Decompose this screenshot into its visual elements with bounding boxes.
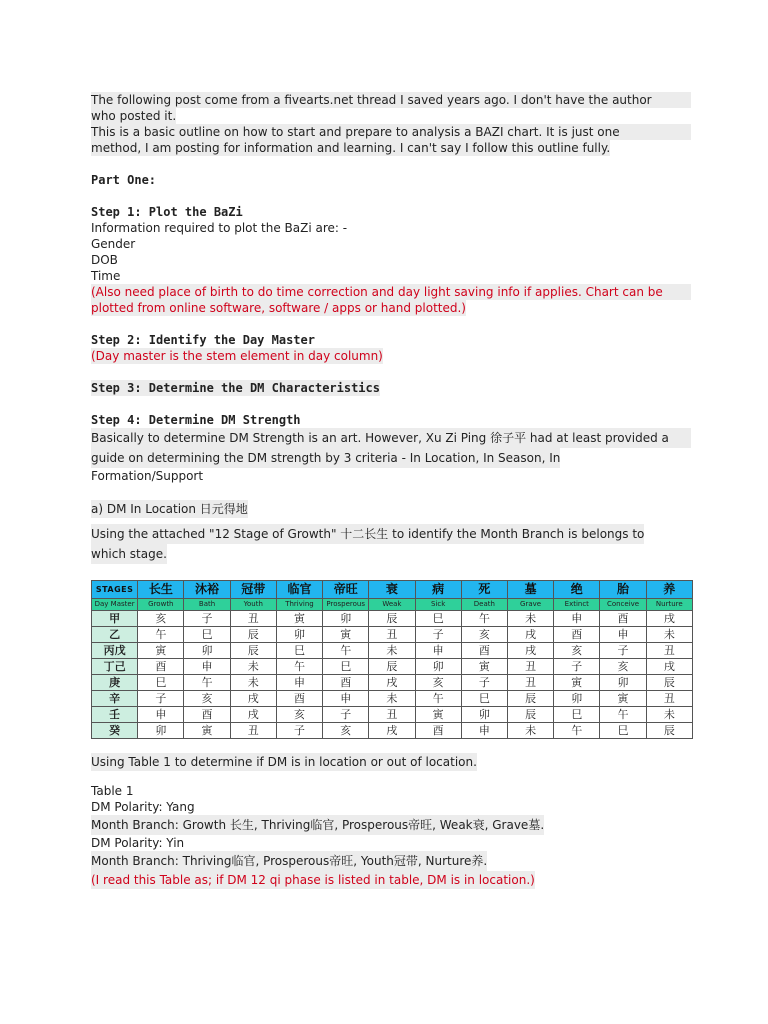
step4-para-line-3: Formation/Support bbox=[91, 469, 204, 483]
section-a-para-line-1: Using the attached "12 Stage of Growth" 十二长生 to identify the Month Branch is belongs to bbox=[91, 524, 644, 544]
table-cell: 申 bbox=[554, 611, 600, 627]
header-cell: Death bbox=[461, 599, 507, 611]
table-cell: 辰 bbox=[369, 659, 415, 675]
table-cell: 亥 bbox=[600, 659, 646, 675]
header-cell: Nurture bbox=[646, 599, 692, 611]
stem-cell: 辛 bbox=[92, 691, 138, 707]
table-cell: 巳 bbox=[461, 691, 507, 707]
header-cell: Day Master bbox=[92, 599, 138, 611]
table-cell: 未 bbox=[646, 707, 692, 723]
stem-cell: 丙戊 bbox=[92, 643, 138, 659]
header-cell: 胎 bbox=[600, 581, 646, 599]
step2-note: (Day master is the stem element in day column) bbox=[91, 349, 383, 363]
table-cell: 辰 bbox=[646, 723, 692, 739]
header-cell: Weak bbox=[369, 599, 415, 611]
step1-info: Information required to plot the BaZi are: - bbox=[91, 221, 348, 235]
table-header-row-cn bbox=[92, 581, 693, 599]
section-a-heading: a) DM In Location 日元得地 bbox=[91, 502, 248, 516]
table-cell: 午 bbox=[138, 627, 184, 643]
table-cell: 子 bbox=[323, 707, 369, 723]
stem-cell: 甲 bbox=[92, 611, 138, 627]
table-cell: 子 bbox=[276, 723, 322, 739]
header-cell: Grave bbox=[507, 599, 553, 611]
table-cell: 卯 bbox=[184, 643, 230, 659]
table-cell: 亥 bbox=[461, 627, 507, 643]
table-cell: 卯 bbox=[554, 691, 600, 707]
table-row bbox=[92, 707, 693, 723]
table-row bbox=[92, 659, 693, 675]
table1-yin-branch: Month Branch: Thriving临官, Prosperous帝旺, Youth冠带, Nurture养. bbox=[91, 851, 487, 871]
table-cell: 辰 bbox=[230, 643, 276, 659]
table-cell: 申 bbox=[184, 659, 230, 675]
header-cell: 长生 bbox=[138, 581, 184, 599]
table-cell: 巳 bbox=[415, 611, 461, 627]
table-cell: 酉 bbox=[415, 723, 461, 739]
table-cell: 未 bbox=[507, 723, 553, 739]
table-cell: 酉 bbox=[276, 691, 322, 707]
table-cell: 寅 bbox=[184, 723, 230, 739]
stem-cell: 癸 bbox=[92, 723, 138, 739]
step4-para-line-2: guide on determining the DM strength by 3 criteria - In Location, In Season, In bbox=[91, 448, 560, 468]
header-cell: 衰 bbox=[369, 581, 415, 599]
table-cell: 酉 bbox=[138, 659, 184, 675]
table-cell: 申 bbox=[323, 691, 369, 707]
step3-heading: Step 3: Determine the DM Characteristics bbox=[91, 381, 380, 395]
table-row bbox=[92, 643, 693, 659]
table-cell: 丑 bbox=[507, 659, 553, 675]
table-cell: 寅 bbox=[323, 627, 369, 643]
table-cell: 未 bbox=[369, 691, 415, 707]
section-a-para-line-2: which stage. bbox=[91, 544, 167, 564]
table-cell: 戌 bbox=[369, 675, 415, 691]
table-cell: 寅 bbox=[554, 675, 600, 691]
table-cell: 辰 bbox=[230, 627, 276, 643]
table1-title: Table 1 bbox=[91, 784, 134, 798]
table-cell: 子 bbox=[184, 611, 230, 627]
intro-line-3: This is a basic outline on how to start and prepare to analysis a BAZI chart. It is just one bbox=[91, 124, 691, 140]
table-row bbox=[92, 611, 693, 627]
header-cell: 冠带 bbox=[230, 581, 276, 599]
table-cell: 丑 bbox=[369, 627, 415, 643]
stem-cell: 丁己 bbox=[92, 659, 138, 675]
header-cell: Growth bbox=[138, 599, 184, 611]
after-table-text: Using Table 1 to determine if DM is in location or out of location. bbox=[91, 755, 477, 769]
step1-note-line-2: plotted from online software, software / apps or hand plotted.) bbox=[91, 301, 466, 315]
table-cell: 巳 bbox=[276, 643, 322, 659]
table-cell: 午 bbox=[600, 707, 646, 723]
table-cell: 申 bbox=[600, 627, 646, 643]
step1-item-dob: DOB bbox=[91, 253, 118, 267]
table-cell: 戌 bbox=[646, 611, 692, 627]
table-cell: 戌 bbox=[230, 691, 276, 707]
document-body bbox=[91, 92, 691, 889]
table-cell: 午 bbox=[554, 723, 600, 739]
header-cell: STAGES bbox=[92, 581, 138, 599]
table-cell: 申 bbox=[415, 643, 461, 659]
stem-cell: 庚 bbox=[92, 675, 138, 691]
header-cell: 绝 bbox=[554, 581, 600, 599]
step1-note-line-1: (Also need place of birth to do time correction and day light saving info if applies. Chart can be bbox=[91, 284, 691, 300]
table-cell: 申 bbox=[276, 675, 322, 691]
table-cell: 巳 bbox=[184, 627, 230, 643]
table1-yin-label: DM Polarity: Yin bbox=[91, 836, 185, 850]
table-cell: 辰 bbox=[507, 707, 553, 723]
table-cell: 丑 bbox=[369, 707, 415, 723]
table-cell: 午 bbox=[276, 659, 322, 675]
header-cell: 病 bbox=[415, 581, 461, 599]
table-cell: 未 bbox=[230, 675, 276, 691]
table-cell: 酉 bbox=[554, 627, 600, 643]
table-row bbox=[92, 675, 693, 691]
table-cell: 戌 bbox=[369, 723, 415, 739]
table-cell: 亥 bbox=[138, 611, 184, 627]
table-cell: 亥 bbox=[184, 691, 230, 707]
table-cell: 丑 bbox=[230, 723, 276, 739]
step4-heading: Step 4: Determine DM Strength bbox=[91, 413, 301, 427]
table-cell: 巳 bbox=[554, 707, 600, 723]
table-row bbox=[92, 627, 693, 643]
table-cell: 卯 bbox=[323, 611, 369, 627]
header-cell: Conceive bbox=[600, 599, 646, 611]
table-cell: 酉 bbox=[600, 611, 646, 627]
table-row bbox=[92, 691, 693, 707]
header-cell: 墓 bbox=[507, 581, 553, 599]
step2-heading: Step 2: Identify the Day Master bbox=[91, 333, 315, 347]
table-cell: 子 bbox=[415, 627, 461, 643]
table-cell: 酉 bbox=[461, 643, 507, 659]
header-cell: 帝旺 bbox=[323, 581, 369, 599]
step1-item-time: Time bbox=[91, 269, 121, 283]
table-cell: 丑 bbox=[646, 643, 692, 659]
table-cell: 卯 bbox=[276, 627, 322, 643]
table-cell: 申 bbox=[138, 707, 184, 723]
table-cell: 戌 bbox=[507, 627, 553, 643]
stem-cell: 壬 bbox=[92, 707, 138, 723]
table-cell: 子 bbox=[461, 675, 507, 691]
header-cell: Prosperous bbox=[323, 599, 369, 611]
table-cell: 戌 bbox=[230, 707, 276, 723]
step4-para-line-1: Basically to determine DM Strength is an art. However, Xu Zi Ping 徐子平 had at least provided a bbox=[91, 428, 691, 448]
table-cell: 丑 bbox=[646, 691, 692, 707]
table-cell: 亥 bbox=[415, 675, 461, 691]
header-cell: Youth bbox=[230, 599, 276, 611]
table-cell: 午 bbox=[415, 691, 461, 707]
header-cell: 沐裕 bbox=[184, 581, 230, 599]
table-cell: 寅 bbox=[138, 643, 184, 659]
header-cell: Bath bbox=[184, 599, 230, 611]
table-cell: 卯 bbox=[415, 659, 461, 675]
table-cell: 丑 bbox=[507, 675, 553, 691]
table-cell: 酉 bbox=[323, 675, 369, 691]
table-cell: 申 bbox=[461, 723, 507, 739]
header-cell: Extinct bbox=[554, 599, 600, 611]
header-cell: 养 bbox=[646, 581, 692, 599]
table-cell: 寅 bbox=[415, 707, 461, 723]
table-cell: 未 bbox=[646, 627, 692, 643]
twelve-stages-table bbox=[91, 580, 693, 739]
table-cell: 辰 bbox=[507, 691, 553, 707]
table-cell: 巳 bbox=[138, 675, 184, 691]
table-cell: 辰 bbox=[646, 675, 692, 691]
table-cell: 未 bbox=[507, 611, 553, 627]
table-cell: 戌 bbox=[507, 643, 553, 659]
table-cell: 寅 bbox=[600, 691, 646, 707]
table-header-row-en bbox=[92, 599, 693, 611]
table-cell: 子 bbox=[600, 643, 646, 659]
intro-line-4: method, I am posting for information and learning. I can't say I follow this outline fully. bbox=[91, 141, 611, 155]
table-cell: 未 bbox=[230, 659, 276, 675]
table-cell: 亥 bbox=[323, 723, 369, 739]
step1-item-gender: Gender bbox=[91, 237, 136, 251]
step1-heading: Step 1: Plot the BaZi bbox=[91, 205, 243, 219]
table-cell: 卯 bbox=[600, 675, 646, 691]
header-cell: 临官 bbox=[276, 581, 322, 599]
header-cell: 死 bbox=[461, 581, 507, 599]
table-cell: 亥 bbox=[276, 707, 322, 723]
table-cell: 寅 bbox=[276, 611, 322, 627]
part-one-heading: Part One: bbox=[91, 173, 157, 187]
table-cell: 巳 bbox=[600, 723, 646, 739]
intro-line-2: who posted it. bbox=[91, 109, 177, 123]
table-cell: 卯 bbox=[138, 723, 184, 739]
table-cell: 戌 bbox=[646, 659, 692, 675]
table-cell: 亥 bbox=[554, 643, 600, 659]
table-cell: 午 bbox=[184, 675, 230, 691]
table-cell: 寅 bbox=[461, 659, 507, 675]
table-cell: 子 bbox=[554, 659, 600, 675]
header-cell: Sick bbox=[415, 599, 461, 611]
table1-note: (I read this Table as; if DM 12 qi phase is listed in table, DM is in location.) bbox=[91, 873, 535, 887]
table-cell: 辰 bbox=[369, 611, 415, 627]
table-cell: 子 bbox=[138, 691, 184, 707]
table-cell: 午 bbox=[323, 643, 369, 659]
header-cell: Thriving bbox=[276, 599, 322, 611]
table-cell: 午 bbox=[461, 611, 507, 627]
table-row bbox=[92, 723, 693, 739]
table1-yang-branch: Month Branch: Growth 长生, Thriving临官, Prosperous帝旺, Weak衰, Grave墓. bbox=[91, 815, 544, 835]
table-cell: 未 bbox=[369, 643, 415, 659]
table-cell: 丑 bbox=[230, 611, 276, 627]
intro-line-1: The following post come from a fivearts.net thread I saved years ago. I don't have the author bbox=[91, 92, 691, 108]
table-cell: 卯 bbox=[461, 707, 507, 723]
table1-yang-label: DM Polarity: Yang bbox=[91, 800, 195, 814]
stem-cell: 乙 bbox=[92, 627, 138, 643]
table-cell: 酉 bbox=[184, 707, 230, 723]
table-cell: 巳 bbox=[323, 659, 369, 675]
